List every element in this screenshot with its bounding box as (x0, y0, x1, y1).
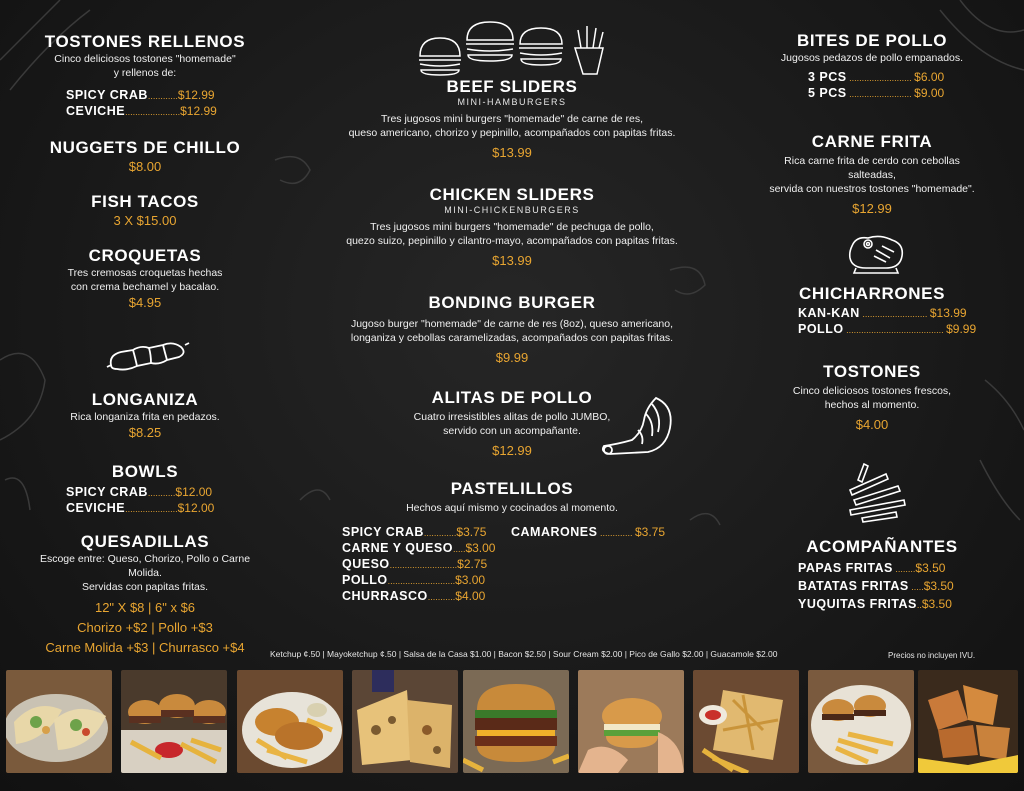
menu-item: CEVICHE ..................... $12.00 (66, 501, 215, 515)
section-description: y rellenos de: (113, 67, 177, 79)
photo-quesadilla (352, 670, 458, 773)
section-price: 3 X $15.00 (113, 213, 177, 228)
section-title: NUGGETS DE CHILLO (49, 138, 241, 157)
section-description: Cinco deliciosos tostones frescos, (792, 385, 952, 397)
fish-tacos-section (40, 192, 250, 230)
section-title: BOWLS (111, 462, 179, 481)
section-title: BEEF SLIDERS (446, 77, 578, 96)
menu-item: SPICY CRAB ........... $12.00 (66, 485, 213, 499)
section-price: $12.99 (852, 201, 892, 216)
quesadilla-addons: Chorizo +$2 | Pollo +$3 (77, 620, 213, 635)
menu-item: CAMARONES ............. $3.75 (511, 525, 665, 539)
section-description: Hechos aquí mismo y cocinados al momento. (406, 502, 618, 514)
quesadilla-addons: Carne Molida +$3 | Churrasco +$4 (45, 640, 245, 655)
tostones-section (760, 362, 984, 434)
section-title: CARNE FRITA (811, 132, 933, 151)
chicken-wing-icon (598, 392, 678, 464)
section-title: FISH TACOS (91, 192, 199, 211)
section-subtitle: MINI-CHICKENBURGERS (444, 205, 580, 215)
menu-item: 3 PCS ......................... $6.00 (808, 70, 945, 84)
fries-icon (846, 460, 910, 524)
menu-item: SPICY CRAB ............. $3.75 (342, 525, 487, 539)
section-description: quezo suizo, pepinillo y cilantro-mayo, acompañados con papitas fritas. (346, 235, 678, 247)
section-description: Servidas con papitas fritas. (81, 581, 209, 593)
extras-line: Ketchup ¢.50 | Mayoketchup ¢.50 | Salsa de la Casa $1.00 | Bacon $2.50 | Sour Cream $2.00 | Pico de Gallo $2.00 | Guacamole $2.00 (270, 649, 778, 659)
section-description: longaniza y cebollas caramelizadas, acompañados con papitas fritas. (350, 332, 674, 344)
section-title: CHICHARRONES (798, 284, 946, 303)
bowls-section (40, 462, 250, 517)
section-price: $4.95 (128, 295, 162, 310)
section-description: hechos al momento. (824, 399, 920, 411)
section-description: servido con un acompañante. (443, 425, 581, 437)
menu-item: 5 PCS ......................... $9.00 (808, 86, 945, 100)
chicken-sliders-section (320, 185, 704, 270)
bonding-burger-section (320, 293, 704, 367)
quesadillas-section (22, 532, 268, 658)
menu-item: CHURRASCO ........... $4.00 (342, 589, 486, 603)
acompanantes-section (770, 537, 994, 614)
meat-steak-icon (846, 230, 908, 274)
section-title: PASTELILLOS (450, 479, 574, 498)
menu-item: PAPAS FRITAS ........ $3.50 (798, 561, 946, 575)
menu-item: CEVICHE ...................... $12.99 (66, 104, 217, 118)
sausage-icon (105, 335, 190, 375)
chicharrones-section (760, 284, 984, 338)
section-title: QUESADILLAS (80, 532, 210, 551)
section-title: BONDING BURGER (428, 293, 596, 312)
menu-item: CARNE Y QUESO ..... $3.00 (342, 541, 496, 555)
menu-item: POLLO ....................................... $9.99 (798, 322, 977, 336)
section-price: $9.99 (495, 350, 529, 365)
section-description: servida con nuestros tostones "homemade". (769, 183, 975, 195)
beef-sliders-section (320, 77, 704, 162)
nuggets-section (40, 138, 250, 176)
section-description: Cuatro irresistibles alitas de pollo JUMBO, (413, 411, 611, 423)
photo-fried-chicken (237, 670, 343, 773)
section-price: $13.99 (492, 253, 532, 268)
menu-item: KAN-KAN .......................... $13.99 (798, 306, 967, 320)
section-title: LONGANIZA (91, 390, 199, 409)
photo-beef-sliders (121, 670, 227, 773)
section-price: $12.99 (492, 443, 532, 458)
photo-chicharrones (918, 670, 1018, 773)
carne-frita-section (760, 132, 984, 218)
pastelillos-extra (511, 525, 681, 541)
menu-item: YUQUITAS FRITAS .. $3.50 (798, 597, 952, 611)
section-description: Tres cremosas croquetas hechas (67, 267, 223, 279)
tostones-rellenos-section (40, 32, 250, 120)
section-title: CHICKEN SLIDERS (429, 185, 595, 204)
section-description: Jugosos pedazos de pollo empanados. (780, 52, 964, 64)
section-description: Escoge entre: Queso, Chorizo, Pollo o Carne Molida. (39, 553, 251, 579)
menu-item: POLLO ........................... $3.00 (342, 573, 486, 587)
section-description: Tres jugosos mini burgers "homemade" de pechuga de pollo, (370, 221, 654, 233)
section-description: Jugoso burger "homemade" de carne de res (8oz), queso americano, (350, 318, 674, 330)
sliders-icon (415, 18, 610, 76)
section-price: $13.99 (492, 145, 532, 160)
photo-nachos (693, 670, 799, 773)
section-title: TOSTONES RELLENOS (44, 32, 246, 51)
menu-item: BATATAS FRITAS ..... $3.50 (798, 579, 954, 593)
photo-sliders-fries (808, 670, 914, 773)
croquetas-section (40, 246, 250, 312)
section-price: $8.25 (128, 425, 162, 440)
pastelillos-list (342, 525, 512, 605)
quesadilla-sizes: 12" X $8 | 6" x $6 (94, 600, 196, 615)
section-description: Rica longaniza frita en pedazos. (70, 411, 220, 423)
section-title: CROQUETAS (88, 246, 202, 265)
section-subtitle: MINI-HAMBURGERS (457, 97, 567, 107)
section-title: ALITAS DE POLLO (431, 388, 593, 407)
menu-item: SPICY CRAB ............ $12.99 (66, 88, 215, 102)
bites-section (760, 31, 984, 102)
section-description: Rica carne frita de cerdo con cebollas salteadas, (784, 155, 960, 181)
pastelillos-section (352, 479, 672, 515)
photo-chicken-slider (578, 670, 684, 773)
longaniza-section (40, 390, 250, 442)
section-title: BITES DE POLLO (796, 31, 948, 50)
menu-item: QUESO ........................... $2.75 (342, 557, 488, 571)
section-price: $4.00 (855, 417, 889, 432)
section-price: $8.00 (128, 159, 162, 174)
section-description: Tres jugosos mini burgers "homemade" de carne de res, (380, 113, 644, 125)
photo-bonding-burger (463, 670, 569, 773)
tax-note: Precios no incluyen IVU. (888, 651, 976, 660)
section-title: TOSTONES (823, 362, 921, 381)
section-description: Cinco deliciosos tostones "homemade" (54, 53, 236, 65)
section-description: con crema bechamel y bacalao. (70, 281, 220, 293)
section-title: ACOMPAÑANTES (806, 537, 958, 556)
photo-fish-tacos (6, 670, 112, 773)
section-description: queso americano, chorizo y pepinillo, acompañados con papitas fritas. (348, 127, 676, 139)
